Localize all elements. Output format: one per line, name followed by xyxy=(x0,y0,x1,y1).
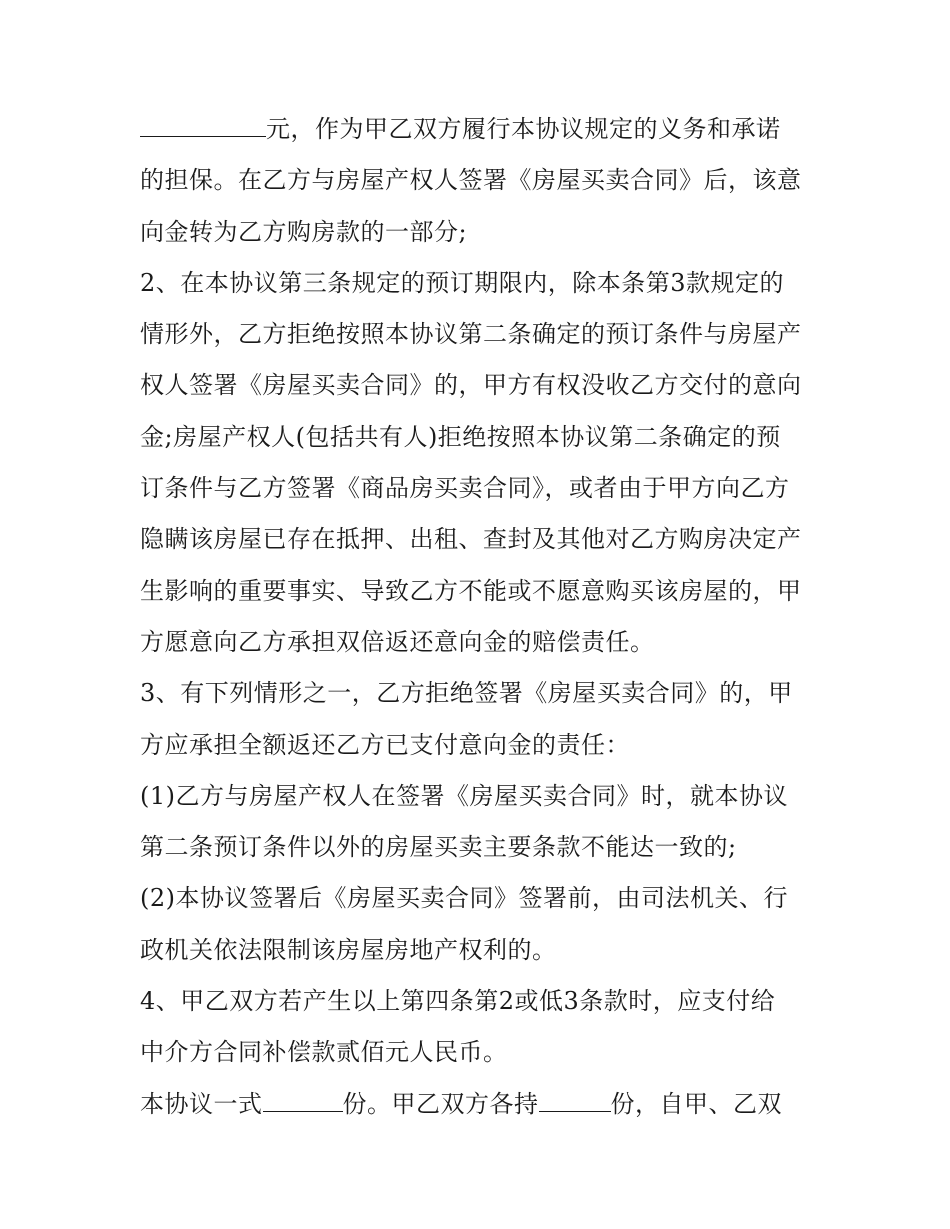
text-line-16: (2)本协议签署后《房屋买卖合同》签署前，由司法机关、行 xyxy=(140,884,788,913)
text-line-1 xyxy=(140,104,820,155)
blank-copies-total xyxy=(263,1089,343,1112)
text-line-13: 方应承担全额返还乙方已支付意向金的责任： xyxy=(140,730,630,759)
text-line-8: 订条件与乙方签署《商品房买卖合同》，或者由于甲方向乙方 xyxy=(140,474,790,503)
copies-text-1: 本协议一式 xyxy=(140,1089,263,1118)
text-line-11: 方愿意向乙方承担双倍返还意向金的赔偿责任。 xyxy=(140,627,655,656)
text-line-6: 权人签署《房屋买卖合同》的，甲方有权没收乙方交付的意向 xyxy=(140,371,802,400)
text-line-12: 3、有下列情形之一，乙方拒绝签署《房屋买卖合同》的，甲 xyxy=(140,679,793,708)
text-line-3: 向金转为乙方购房款的一部分; xyxy=(140,217,468,246)
text-line-20 xyxy=(140,1079,820,1130)
blank-amount-field xyxy=(140,114,266,137)
text-line-7: 金;房屋产权人(包括共有人)拒绝按照本协议第二条确定的预 xyxy=(140,422,781,451)
copies-text-3: 份，自甲、乙双 xyxy=(610,1089,782,1118)
copies-text-2: 份。甲乙双方各持 xyxy=(342,1089,539,1118)
text-line-15: 第二条预订条件以外的房屋买卖主要条款不能达一致的; xyxy=(140,833,737,862)
text-line-5: 情形外，乙方拒绝按照本协议第二条确定的预订条件与房屋产 xyxy=(140,320,802,349)
text-line-10: 生影响的重要事实、导致乙方不能或不愿意购买该房屋的，甲 xyxy=(140,576,802,605)
text-line-4: 2、在本协议第三条规定的预订期限内，除本条第3款规定的 xyxy=(140,268,785,297)
text-line-14: (1)乙方与房屋产权人在签署《房屋买卖合同》时，就本协议 xyxy=(140,781,788,810)
text-line-18: 4、甲乙双方若产生以上第四条第2或低3条款时，应支付给 xyxy=(140,987,776,1016)
text-line-1-content: 元，作为甲乙双方履行本协议规定的义务和承诺 xyxy=(266,115,781,143)
blank-copies-each xyxy=(539,1089,611,1112)
text-line-9: 隐瞒该房屋已存在抵押、出租、查封及其他对乙方购房决定产 xyxy=(140,525,802,554)
text-line-19: 中介方合同补偿款贰佰元人民币。 xyxy=(140,1038,508,1067)
contract-text xyxy=(140,104,820,1130)
text-line-17: 政机关依法限制该房屋房地产权利的。 xyxy=(140,935,557,964)
text-line-2: 的担保。在乙方与房屋产权人签署《房屋买卖合同》后，该意 xyxy=(140,166,802,195)
